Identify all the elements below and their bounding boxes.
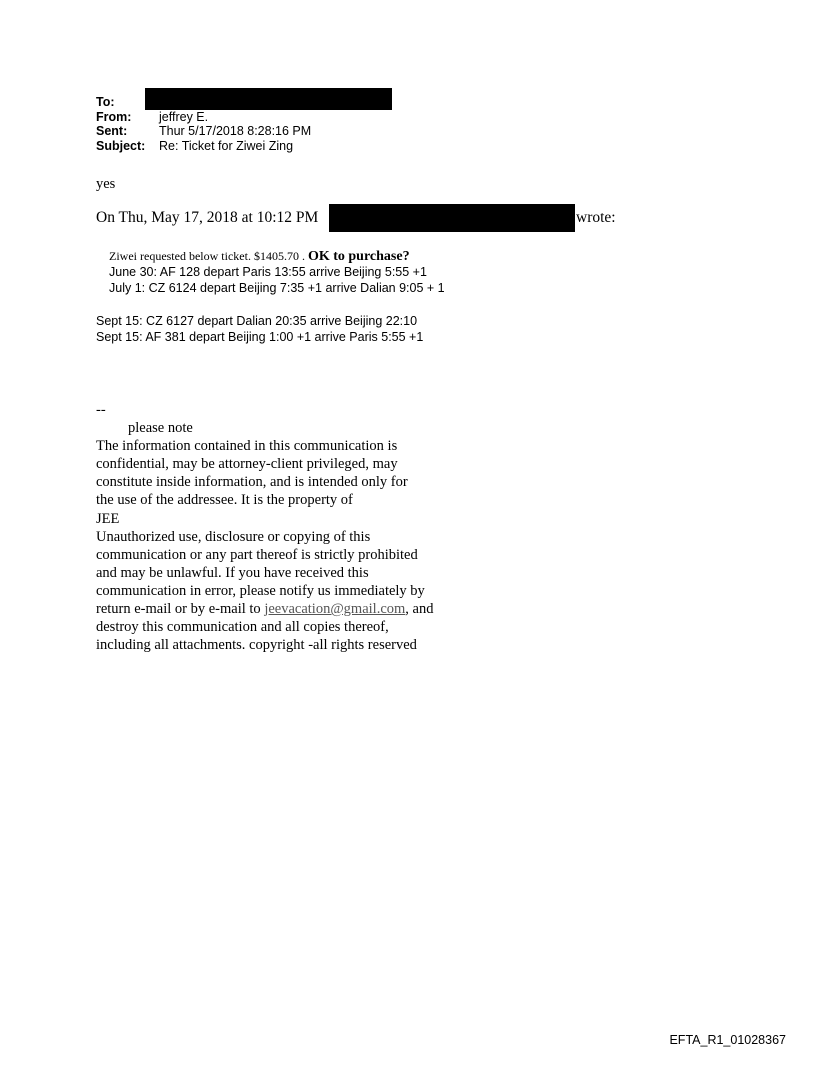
document-id: EFTA_R1_01028367: [669, 1033, 786, 1047]
quoted-request-text: Ziwei requested below ticket. $1405.70 .: [109, 249, 308, 263]
flight-line: June 30: AF 128 depart Paris 13:55 arrive Beijing 5:55 +1: [109, 265, 427, 279]
reply-text: yes: [96, 176, 116, 192]
recipient-redaction: [145, 88, 392, 110]
disclaimer-line: JEE: [96, 510, 120, 527]
sent-label: Sent:: [96, 124, 128, 138]
sent-value: Thur 5/17/2018 8:28:16 PM: [159, 124, 312, 138]
quote-intro-prefix: On Thu, May 17, 2018 at 10:12 PM: [96, 209, 319, 226]
signature-dashes: --: [96, 402, 106, 418]
disclaimer-line: the use of the addressee. It is the property of: [96, 492, 353, 509]
sender-redaction: [329, 204, 575, 232]
quoted-request-bold: OK to purchase?: [307, 249, 410, 264]
to-label: To:: [96, 95, 115, 109]
email-link[interactable]: jeevacation@gmail.com: [264, 601, 406, 618]
disclaimer-email-line: [96, 600, 433, 618]
disclaimer-line: Unauthorized use, disclosure or copying of this: [96, 528, 371, 545]
disclaimer-line: and may be unlawful. If you have received this: [96, 564, 369, 581]
disclaimer-line: The information contained in this communication is: [96, 438, 398, 455]
flight-line: July 1: CZ 6124 depart Beijing 7:35 +1 arrive Dalian 9:05 + 1: [109, 281, 445, 295]
disclaimer-line: confidential, may be attorney-client privileged, may: [96, 456, 398, 473]
email-line-prefix: return e-mail or by e-mail to: [96, 601, 265, 618]
flight-line: Sept 15: CZ 6127 depart Dalian 20:35 arrive Beijing 22:10: [96, 314, 418, 328]
from-label: From:: [96, 109, 132, 124]
disclaimer-line: constitute inside information, and is intended only for: [96, 474, 408, 491]
flight-line: Sept 15: AF 381 depart Beijing 1:00 +1 arrive Paris 5:55 +1: [96, 330, 424, 344]
disclaimer-line: destroy this communication and all copies thereof,: [96, 619, 389, 636]
disclaimer-line: communication or any part thereof is strictly prohibited: [96, 546, 418, 563]
disclaimer-line: including all attachments. copyright -all rights reserved: [96, 637, 417, 654]
disclaimer-line: communication in error, please notify us immediately by: [96, 582, 425, 599]
quoted-request-line: [109, 249, 410, 264]
quote-intro-suffix: wrote:: [576, 209, 616, 226]
from-value: jeffrey E.: [159, 109, 209, 124]
subject-value: Re: Ticket for Ziwei Zing: [159, 138, 294, 153]
email-signature: [96, 401, 433, 654]
subject-label: Subject:: [96, 138, 146, 153]
signature-note: please note: [128, 420, 193, 437]
email-line-suffix: , and: [405, 601, 434, 618]
